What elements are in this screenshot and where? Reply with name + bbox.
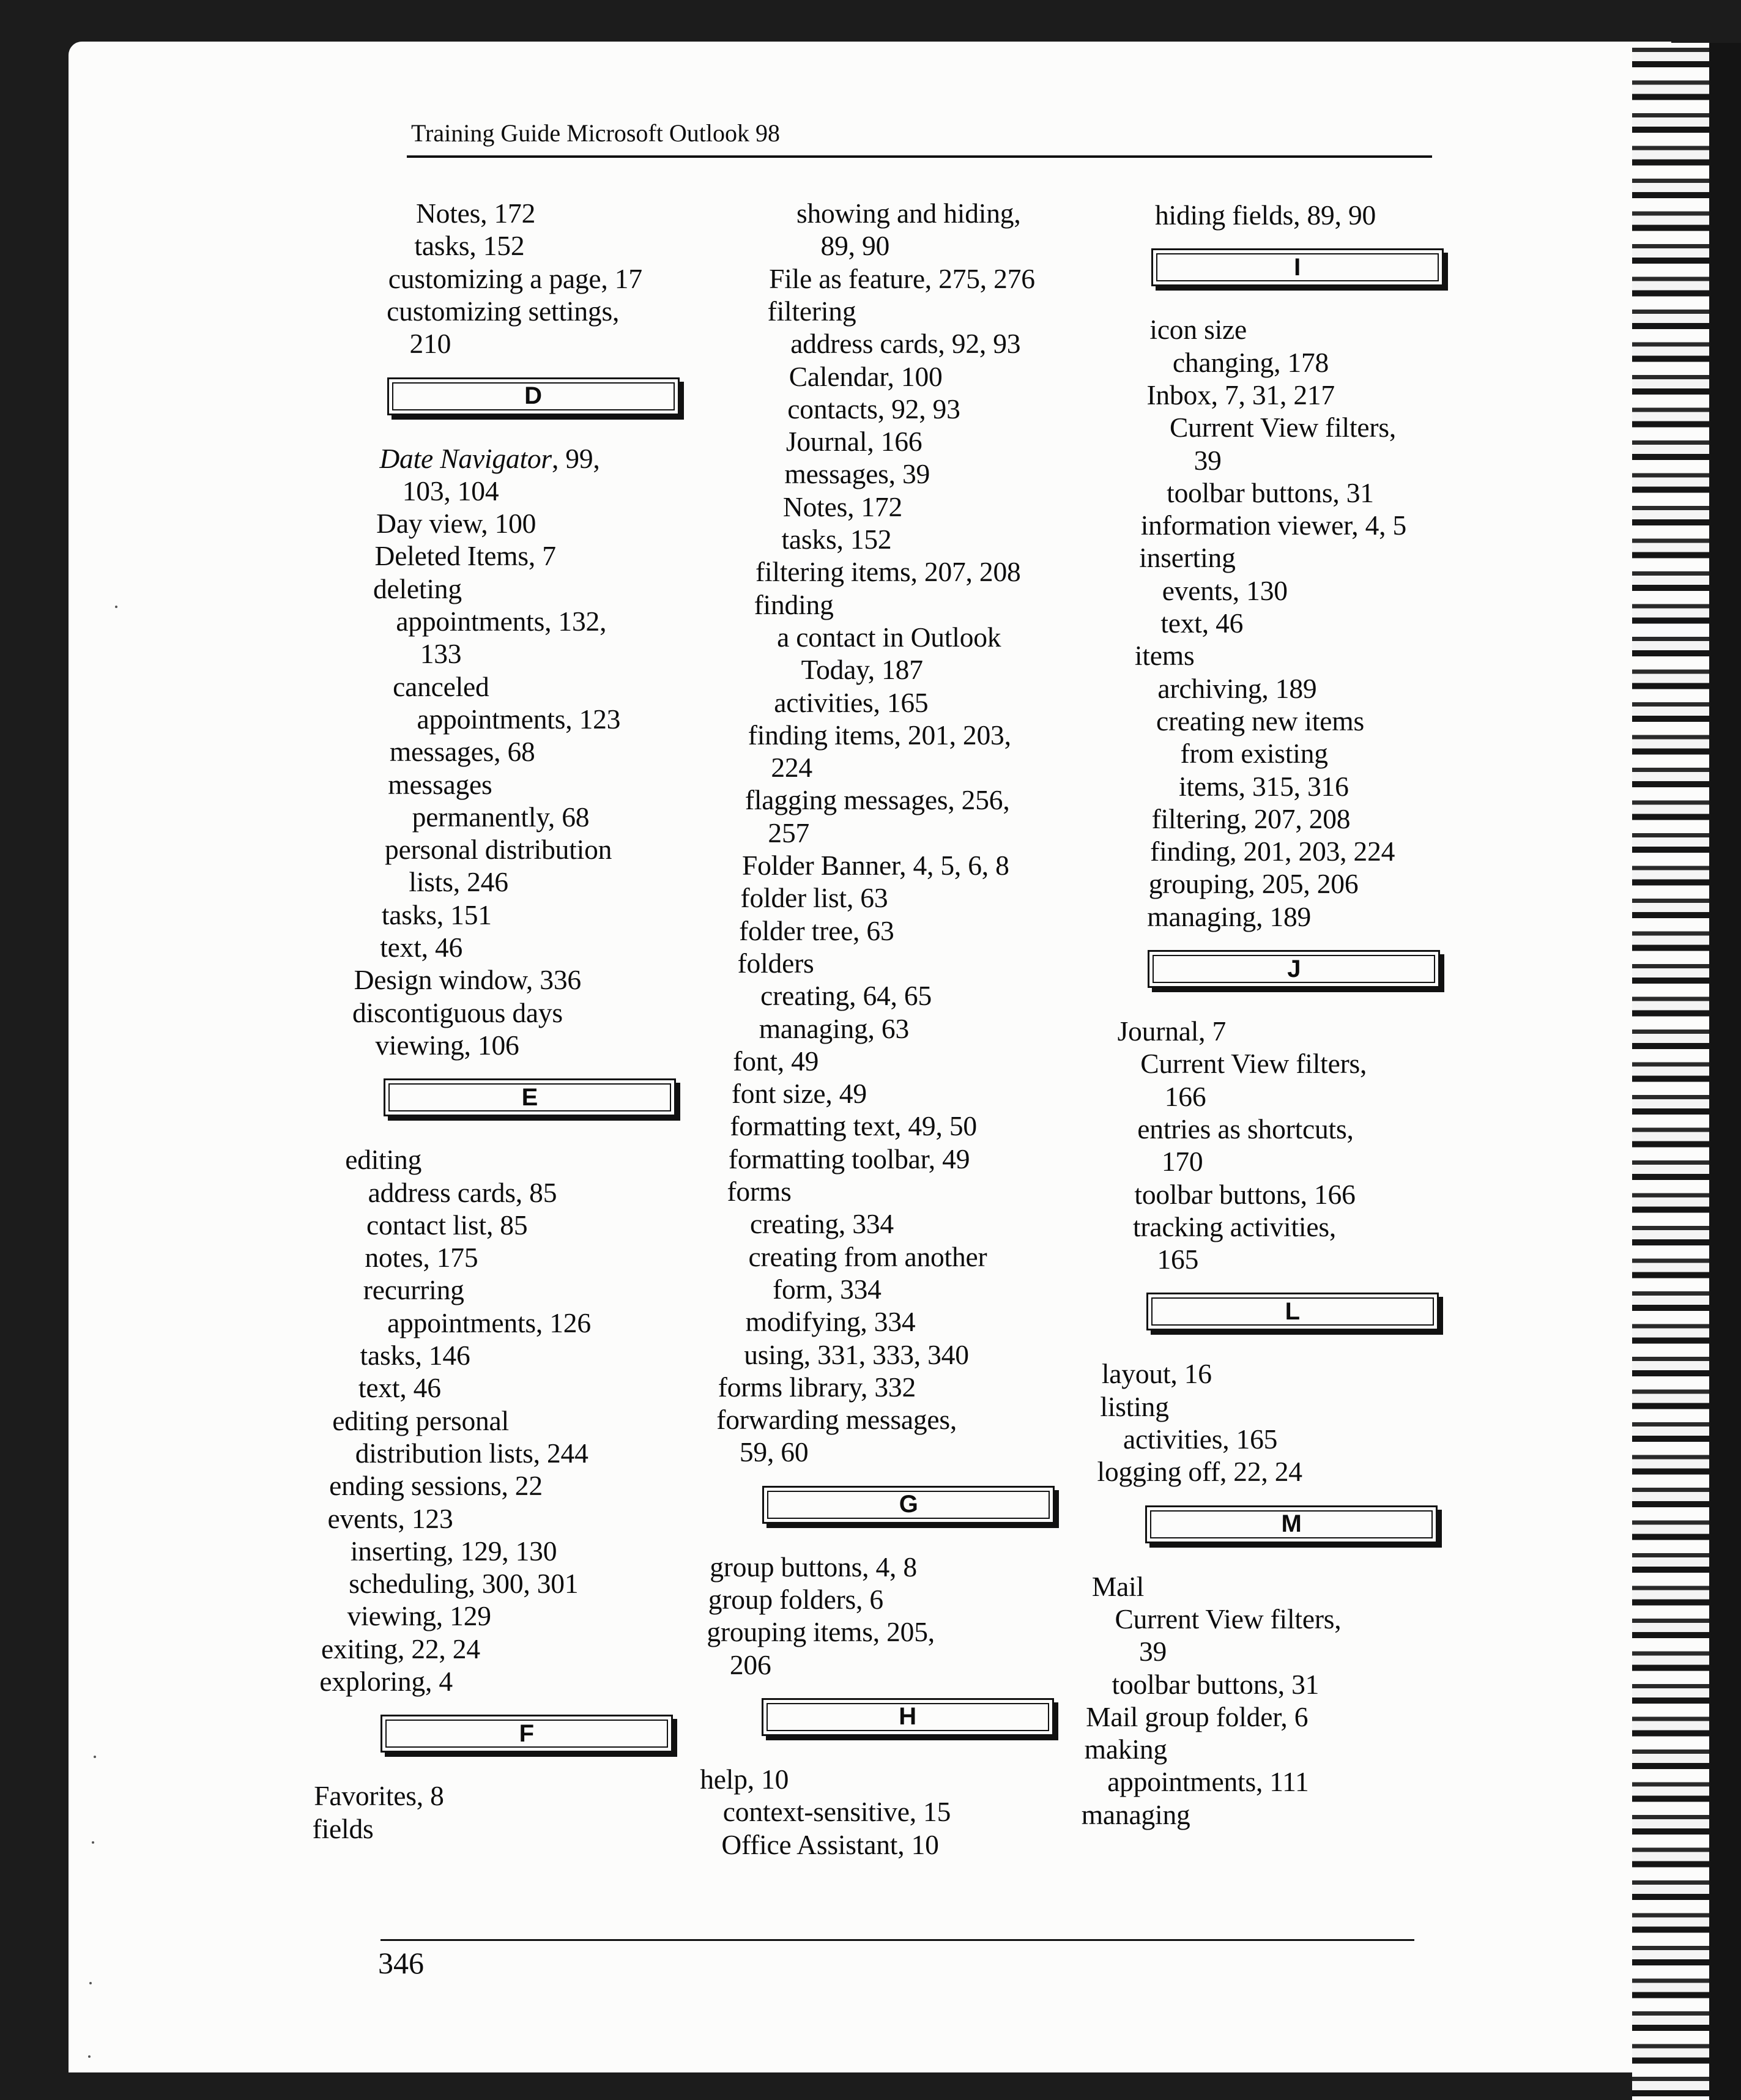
index-entry-toolbar-buttons-166: toolbar buttons, 166 — [1134, 1178, 1356, 1210]
index-entry-formatting-toolbar-49: formatting toolbar, 49 — [728, 1143, 970, 1174]
index-entry-recurring: recurring — [363, 1274, 464, 1306]
index-entry-logging-off-22-24: logging off, 22, 24 — [1097, 1456, 1302, 1488]
index-entry-tasks-152: tasks, 152 — [781, 524, 892, 555]
index-entry-viewing-106: viewing, 106 — [375, 1029, 519, 1061]
index-entry-term: Date Navigator — [379, 442, 552, 474]
index-entry-89-90: 89, 90 — [820, 230, 890, 262]
index-entry-entries-as-shortcuts: entries as shortcuts, — [1137, 1113, 1354, 1145]
header-rule — [407, 155, 1432, 158]
index-entry-fields: fields — [312, 1812, 374, 1844]
section-letter-label: H — [899, 1703, 917, 1731]
index-entry-group-buttons-4-8: group buttons, 4, 8 — [710, 1551, 917, 1582]
index-entry-contacts-92-93: contacts, 92, 93 — [787, 393, 960, 425]
index-entry-day-view-100: Day view, 100 — [376, 508, 536, 540]
index-entry-tasks-151: tasks, 151 — [381, 899, 492, 930]
index-entry-170: 170 — [1161, 1146, 1203, 1178]
index-entry-personal-distribution: personal distribution — [385, 834, 612, 866]
index-entry-appointments-123: appointments, 123 — [417, 703, 621, 735]
index-entry-lists-246: lists, 246 — [409, 866, 508, 898]
index-entry-current-view-filters: Current View filters, — [1140, 1048, 1367, 1080]
index-entry-permanently-68: permanently, 68 — [412, 801, 590, 833]
index-entry-editing: editing — [345, 1144, 422, 1176]
spiral-binding — [1632, 43, 1741, 2100]
index-entry-journal-166: Journal, 166 — [785, 426, 922, 458]
index-entry-listing: listing — [1100, 1390, 1169, 1422]
index-entry-formatting-text-49-50: formatting text, 49, 50 — [730, 1110, 977, 1142]
footer-rule — [380, 1939, 1414, 1941]
index-entry-group-folders-6: group folders, 6 — [708, 1584, 883, 1615]
scan-speck — [89, 1982, 92, 1984]
index-entry-icon-size: icon size — [1149, 314, 1247, 346]
index-entry-grouping-items-205: grouping items, 205, — [707, 1616, 935, 1648]
scan-speck — [115, 606, 117, 608]
index-entry-text-46: text, 46 — [380, 932, 463, 963]
section-letter-label: I — [1294, 253, 1301, 281]
index-entry-inserting-129-130: inserting, 129, 130 — [350, 1535, 557, 1567]
section-letter-i — [1151, 248, 1444, 286]
index-entry-archiving-189: archiving, 189 — [1157, 672, 1317, 704]
index-entry-discontiguous-days: discontiguous days — [352, 996, 563, 1028]
index-entry-creating-new-items: creating new items — [1156, 705, 1365, 736]
index-entry-text-46: text, 46 — [1160, 607, 1244, 639]
index-entry-a-contact-in-outlook: a contact in Outlook — [777, 621, 1001, 653]
running-header-title: Training Guide Microsoft Outlook 98 — [411, 119, 780, 147]
index-entry-font-49: font, 49 — [733, 1045, 819, 1077]
index-entry-39: 39 — [1193, 444, 1222, 476]
index-entry-activities-165: activities, 165 — [774, 686, 929, 718]
index-entry-appointments-111: appointments, 111 — [1107, 1766, 1309, 1798]
section-letter-label: L — [1285, 1297, 1300, 1325]
index-entry-mail: Mail — [1091, 1570, 1145, 1602]
index-entry-current-view-filters: Current View filters, — [1170, 412, 1397, 443]
section-letter-f — [380, 1715, 673, 1753]
index-entry-210: 210 — [409, 328, 451, 360]
index-entry-messages: messages — [388, 768, 492, 800]
section-letter-d — [387, 377, 680, 415]
index-entry-office-assistant-10: Office Assistant, 10 — [721, 1828, 939, 1860]
index-entry-making: making — [1084, 1734, 1167, 1765]
index-entry-viewing-129: viewing, 129 — [347, 1600, 491, 1632]
index-entry-finding-items-201-203: finding items, 201, 203, — [748, 719, 1011, 751]
index-entry-206: 206 — [729, 1649, 771, 1680]
index-entry-deleted-items-7: Deleted Items, 7 — [374, 540, 556, 572]
index-entry-finding-201-203-224: finding, 201, 203, 224 — [1150, 836, 1395, 867]
section-letter-label: G — [899, 1491, 918, 1518]
index-entry-folders: folders — [737, 947, 814, 979]
section-letter-l — [1146, 1293, 1439, 1330]
index-entry-modifying-334: modifying, 334 — [745, 1306, 916, 1338]
index-entry-scheduling-300-301: scheduling, 300, 301 — [349, 1568, 579, 1600]
index-entry-canceled: canceled — [393, 670, 489, 702]
index-entry-finding: finding — [754, 588, 834, 620]
index-entry-133: 133 — [420, 638, 462, 670]
index-entry-toolbar-buttons-31: toolbar buttons, 31 — [1112, 1668, 1320, 1700]
section-letter-m — [1145, 1505, 1438, 1543]
index-entry-224: 224 — [771, 752, 812, 784]
index-entry-exploring-4: exploring, 4 — [319, 1666, 453, 1697]
index-entry-ending-sessions-22: ending sessions, 22 — [329, 1470, 543, 1502]
index-entry-events-130: events, 130 — [1162, 574, 1288, 606]
index-entry-context-sensitive-15: context-sensitive, 15 — [722, 1796, 951, 1828]
index-entry-contact-list-85: contact list, 85 — [366, 1209, 528, 1241]
index-entry-layout-16: layout, 16 — [1101, 1358, 1212, 1390]
index-entry-59-60: 59, 60 — [739, 1436, 809, 1468]
index-entry-text-46: text, 46 — [358, 1372, 441, 1404]
section-letter-label: E — [521, 1083, 538, 1111]
scan-speck — [94, 1756, 96, 1758]
index-entry-filtering-207-208: filtering, 207, 208 — [1151, 803, 1351, 834]
index-entry-information-viewer-4-5: information viewer, 4, 5 — [1140, 510, 1407, 541]
index-entry-inserting: inserting — [1139, 542, 1236, 574]
index-entry-deleting: deleting — [373, 573, 462, 604]
index-entry-managing: managing — [1081, 1798, 1190, 1830]
index-entry-using-331-333-340: using, 331, 333, 340 — [744, 1338, 969, 1370]
index-entry-exiting-22-24: exiting, 22, 24 — [321, 1633, 480, 1664]
index-entry-calendar-100: Calendar, 100 — [789, 360, 943, 392]
section-letter-label: M — [1281, 1510, 1302, 1538]
index-entry-editing-personal: editing personal — [332, 1404, 509, 1436]
index-entry-hiding-fields-89-90: hiding fields, 89, 90 — [1155, 199, 1376, 231]
scan-speck — [92, 1841, 94, 1844]
index-entry-creating-from-another: creating from another — [748, 1241, 987, 1272]
index-entry-filtering: filtering — [767, 295, 856, 327]
index-entry-166: 166 — [1164, 1080, 1206, 1112]
index-entry-appointments-132: appointments, 132, — [396, 606, 607, 637]
index-entry-items: items — [1134, 640, 1195, 672]
section-letter-label: J — [1287, 955, 1301, 982]
index-entry-design-window-336: Design window, 336 — [354, 964, 581, 996]
section-letter-j — [1148, 950, 1440, 988]
index-entry-notes-172: Notes, 172 — [782, 491, 903, 522]
index-entry-creating-334: creating, 334 — [750, 1208, 894, 1240]
index-entry-toolbar-buttons-31: toolbar buttons, 31 — [1167, 477, 1374, 508]
index-entry-grouping-205-206: grouping, 205, 206 — [1148, 868, 1359, 900]
index-entry-address-cards-92-93: address cards, 92, 93 — [790, 328, 1021, 360]
index-entry-form-334: form, 334 — [773, 1273, 882, 1305]
section-letter-h — [762, 1698, 1054, 1736]
index-entry-favorites-8: Favorites, 8 — [314, 1780, 444, 1812]
index-entry-messages-68: messages, 68 — [389, 736, 535, 768]
index-entry-257: 257 — [768, 817, 810, 848]
index-entry-date-navigator — [379, 442, 600, 475]
index-entry-folder-banner-4-5-6-8: Folder Banner, 4, 5, 6, 8 — [741, 850, 1009, 881]
index-entry-folder-list-63: folder list, 63 — [740, 882, 888, 914]
index-entry-tasks-152: tasks, 152 — [414, 230, 525, 262]
index-entry-customizing-settings: customizing settings, — [387, 295, 620, 327]
index-entry-notes-175: notes, 175 — [365, 1242, 478, 1274]
index-entry-creating-64-65: creating, 64, 65 — [760, 980, 932, 1012]
index-entry-165: 165 — [1157, 1244, 1199, 1275]
section-letter-e — [384, 1078, 676, 1116]
index-entry-mail-group-folder-6: Mail group folder, 6 — [1086, 1701, 1309, 1732]
index-entry-from-existing: from existing — [1180, 738, 1328, 770]
index-entry-forwarding-messages: forwarding messages, — [716, 1404, 957, 1436]
index-entry-items-315-316: items, 315, 316 — [1179, 770, 1349, 802]
index-entry-pages: , 99, — [551, 442, 600, 474]
index-entry-today-187: Today, 187 — [801, 654, 923, 686]
index-entry-39: 39 — [1138, 1636, 1167, 1668]
index-entry-managing-189: managing, 189 — [1147, 900, 1312, 932]
index-entry-current-view-filters: Current View filters, — [1115, 1603, 1342, 1634]
index-entry-103-104: 103, 104 — [402, 475, 499, 506]
section-letter-g — [762, 1486, 1055, 1524]
scan-speck — [88, 2055, 91, 2058]
index-entry-activities-165: activities, 165 — [1123, 1423, 1278, 1455]
index-entry-filtering-items-207-208: filtering items, 207, 208 — [755, 556, 1021, 588]
index-entry-tracking-activities: tracking activities, — [1132, 1211, 1337, 1242]
index-entry-messages-39: messages, 39 — [784, 458, 930, 490]
index-entry-help-10: help, 10 — [700, 1763, 789, 1795]
index-entry-flagging-messages-256: flagging messages, 256, — [744, 784, 1010, 816]
index-entry-file-as-feature-275-276: File as feature, 275, 276 — [769, 262, 1035, 294]
index-entry-customizing-a-page-17: customizing a page, 17 — [388, 262, 642, 294]
index-entry-showing-and-hiding: showing and hiding, — [796, 198, 1021, 229]
section-letter-label: F — [519, 1720, 535, 1747]
section-letter-label: D — [524, 382, 542, 409]
page-number: 346 — [378, 1946, 424, 1980]
index-entry-font-size-49: font size, 49 — [731, 1078, 867, 1110]
index-entry-folder-tree-63: folder tree, 63 — [739, 915, 894, 946]
index-entry-notes-172: Notes, 172 — [416, 198, 536, 229]
index-entry-appointments-126: appointments, 126 — [387, 1307, 591, 1338]
index-entry-forms-library-332: forms library, 332 — [718, 1371, 916, 1403]
index-entry-inbox-7-31-217: Inbox, 7, 31, 217 — [1146, 379, 1335, 410]
index-entry-distribution-lists-244: distribution lists, 244 — [355, 1437, 588, 1469]
index-entry-tasks-146: tasks, 146 — [360, 1340, 470, 1371]
index-entry-changing-178: changing, 178 — [1172, 346, 1329, 378]
index-entry-managing-63: managing, 63 — [759, 1012, 909, 1044]
index-entry-journal-7: Journal, 7 — [1117, 1015, 1227, 1047]
index-entry-address-cards-85: address cards, 85 — [368, 1176, 557, 1208]
index-entry-events-123: events, 123 — [327, 1502, 453, 1534]
index-entry-forms: forms — [727, 1176, 792, 1207]
